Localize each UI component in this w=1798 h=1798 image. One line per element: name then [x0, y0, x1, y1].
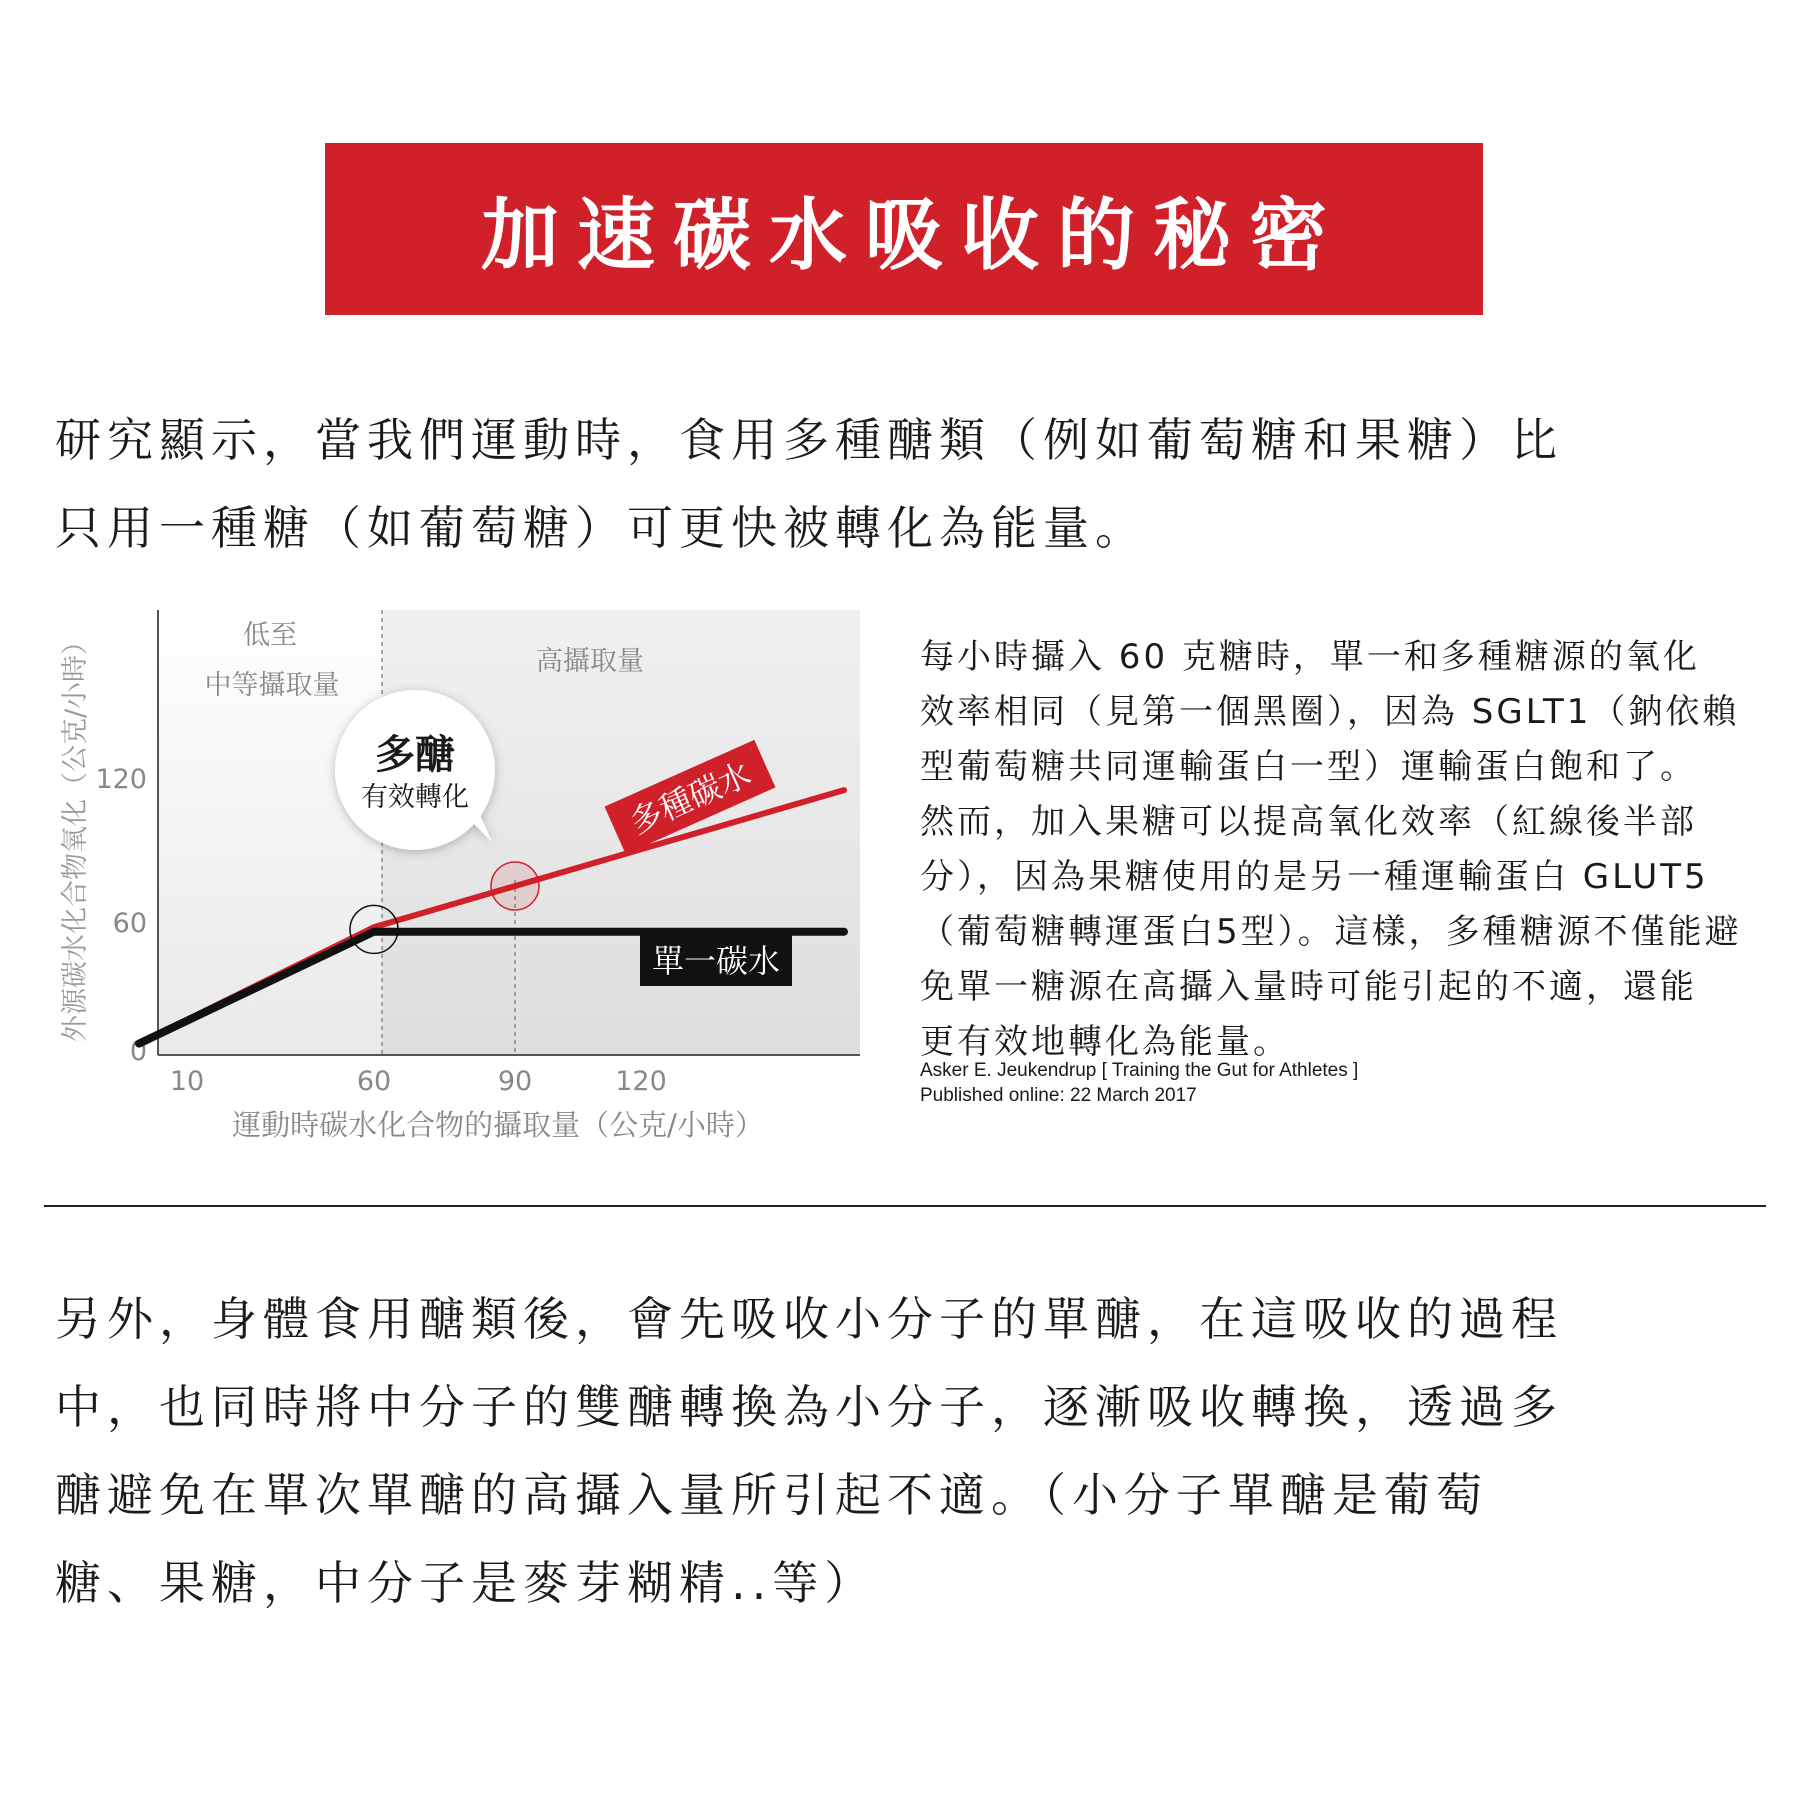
citation: [920, 1058, 1358, 1108]
description-line: 更有效地轉化為能量。: [920, 1022, 1290, 1062]
description-line: 然而，加入果糖可以提高氧化效率（紅線後半部: [920, 802, 1697, 842]
intro-line: 只用一種糖（如葡萄糖）可更快被轉化為能量。: [55, 501, 1147, 555]
x-tick-label: 120: [615, 1066, 667, 1097]
oxidation-chart: [0, 590, 900, 1160]
description-line: 效率相同（見第一個黑圈），因為 SGLT1（鈉依賴: [920, 692, 1740, 732]
citation-date: Published online: 22 March 2017: [920, 1085, 1197, 1106]
description-line: 型葡萄糖共同運輸蛋白一型）運輸蛋白飽和了。: [920, 747, 1697, 787]
description-line: 每小時攝入 60 克糖時，單一和多種糖源的氧化: [920, 637, 1700, 677]
citation-source: Asker E. Jeukendrup [ Training the Gut for Athletes ]: [920, 1060, 1359, 1081]
intro-paragraph: [55, 396, 1755, 572]
zone-low-label: 中等攝取量: [204, 670, 340, 701]
section-divider: [44, 1205, 1766, 1207]
zone-low-label: 低至: [243, 620, 297, 651]
callout-subtitle: 有效轉化: [361, 782, 469, 813]
series-label-single: [640, 934, 792, 986]
x-tick-label: 60: [356, 1066, 392, 1097]
x-axis-title: 運動時碳水化合物的攝取量（公克/小時）: [232, 1108, 764, 1142]
description-line: 免單一糖源在高攝入量時可能引起的不適，還能: [920, 967, 1697, 1007]
series-label-multi-text: 多種碳水: [624, 754, 757, 842]
bottom-line: 糖、果糖，中分子是麥芽糊精..等）: [55, 1556, 877, 1610]
bottom-line: 另外，身體食用醣類後，會先吸收小分子的單醣，在這吸收的過程: [55, 1292, 1563, 1346]
x-tick-label: 90: [497, 1066, 533, 1097]
page-title: 加速碳水吸收的秘密: [480, 191, 1345, 281]
description-line: （葡萄糖轉運蛋白5型）。這樣，多種糖源不僅能避: [920, 912, 1742, 952]
marker-fructose-circle: [491, 862, 539, 910]
callout-title: 多醣: [375, 732, 455, 778]
intro-line: 研究顯示，當我們運動時，食用多種醣類（例如葡萄糖和果糖）比: [55, 413, 1563, 467]
y-tick-label: 60: [112, 908, 147, 939]
bottom-line: 中，也同時將中分子的雙醣轉換為小分子，逐漸吸收轉換，透過多: [55, 1380, 1563, 1434]
zone-high-label: 高攝取量: [536, 646, 644, 677]
y-tick-label: 120: [95, 764, 147, 795]
y-tick-label: 0: [129, 1036, 147, 1067]
y-axis-title: 外源碳水化合物氧化（公克/小時）: [60, 627, 91, 1043]
bottom-paragraph: [55, 1275, 1755, 1627]
description-line: 分），因為果糖使用的是另一種運輸蛋白 GLUT5: [920, 857, 1709, 897]
title-banner: [325, 143, 1483, 315]
x-tick-label: 10: [169, 1066, 205, 1097]
series-label-single-text: 單一碳水: [651, 942, 781, 980]
bottom-line: 醣避免在單次單醣的高攝入量所引起不適。（小分子單醣是葡萄: [55, 1468, 1488, 1522]
chart-description: [920, 630, 1740, 1070]
